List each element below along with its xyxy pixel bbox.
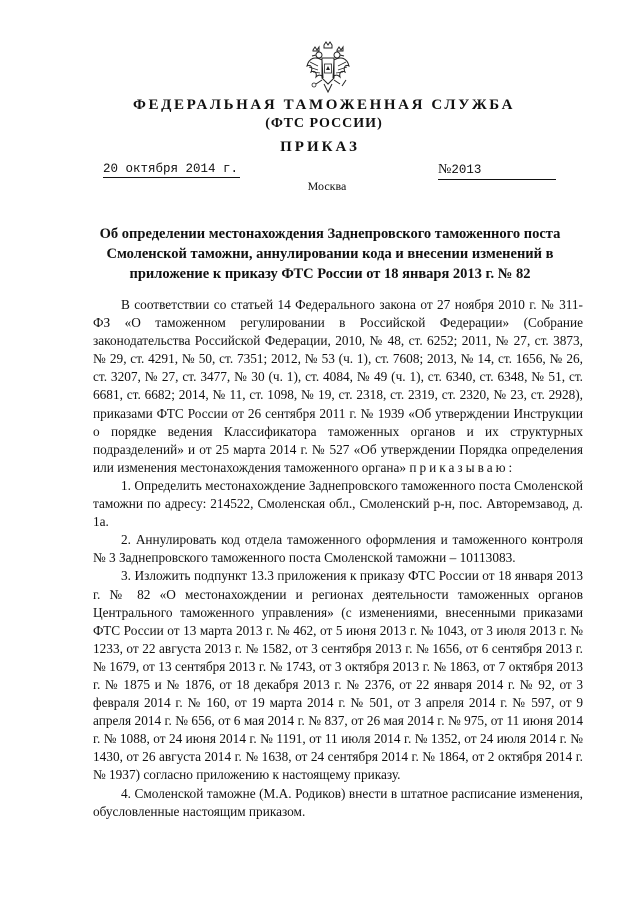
preamble-paragraph	[93, 296, 583, 477]
organization-name: ФЕДЕРАЛЬНАЯ ТАМОЖЕННАЯ СЛУЖБА	[132, 97, 516, 113]
issue-city: Москва	[307, 179, 347, 193]
number-sign: №	[438, 162, 452, 177]
preamble-text: В соответствии со статьей 14 Федерального закона от 27 ноября 2010 г. № 311-ФЗ «О таможенном регулировании в Российской Федерации» (Собрание законодательства Российской Федерации, 2010, № 48, ст. 6252; 2011, № 27, ст. 3873, № 29, ст. 4291, № 50, ст. 7351; 2012, № 53 (ч. 1), ст. 7608; 2013, № 14, ст. 1656, № 26, ст. 3207, № 27, ст. 3477, № 30 (ч. 1), ст. 4084, № 49 (ч. 1), ст. 6340, ст. 6348, № 51, ст. 6681, ст. 6682; 2014, № 11, ст. 1098, № 19, ст. 2318, ст. 2319, ст. 2320, № 23, ст. 2928), приказами ФТС России от 26 сентября 2011 г. № 1939 «Об утверждении Инструкции о порядке ведения Классификатора таможенных органов и их структурных подразделений» и от 25 марта 2014 г. № 527 «Об утверждении Порядка определения или изменения местонахождения таможенного органа»	[93, 297, 583, 475]
order-item-1: 1. Определить местонахождение Заднепровского таможенного поста Смоленской таможни по адресу: 214522, Смоленская обл., Смоленский р-н, пос. Авторемзавод, д. 1а.	[93, 477, 583, 530]
russian-coat-of-arms-icon	[305, 40, 351, 94]
order-date: 20 октября 2014 г.	[103, 162, 239, 176]
order-number-field	[438, 160, 556, 180]
order-item-4: 4. Смоленской таможне (М.А. Родиков) внести в штатное расписание изменения, обусловленные настоящим приказом.	[93, 785, 583, 819]
order-subject: Об определении местонахождения Заднепровского таможенного поста Смоленской таможни, аннулировании кода и внесении изменений в приложение к приказу ФТС России от 18 января 2013 г. № 82	[99, 226, 561, 282]
document-type-title: ПРИКАЗ	[280, 139, 360, 155]
order-number: 2013	[451, 163, 482, 177]
order-word: приказываю:	[409, 459, 516, 475]
order-item-2: 2. Аннулировать код отдела таможенного оформления и таможенного контроля № 3 Заднепровского таможенного поста Смоленской таможни – 10113083.	[93, 532, 583, 566]
order-item-3: 3. Изложить подпункт 13.3 приложения к приказу ФТС России от 18 января 2013 г. № 82 «О местонахождении и регионах деятельности таможенных органов Центрального таможенного управления» (с изменениями, внесенными приказами ФТС России от 13 марта 2013 г. № 462, от 5 июня 2013 г. № 1043, от 3 июля 2013 г. № 1233, от 22 августа 2013 г. № 1582, от 3 сентября 2013 г. № 1656, от 6 сентября 2013 г. № 1679, от 13 сентября 2013 г. № 1743, от 3 октября 2013 г. № 1863, от 7 октября 2013 г. № 1875 и № 1876, от 18 декабря 2013 г. № 2376, от 22 января 2014 г. № 92, от 3 февраля 2014 г. № 160, от 19 марта 2014 г. № 501, от 3 апреля 2014 г. № 597, от 9 апреля 2014 г. № 656, от 6 мая 2014 г. № 837, от 26 мая 2014 г. № 975, от 11 июня 2014 г. № 1088, от 24 июня 2014 г. № 1191, от 11 июля 2014 г. № 1352, от 24 июля 2014 г. № 1430, от 26 августа 2014 г. № 1638, от 24 сентября 2014 г. № 1864, от 2 октября 2014 г. № 1937) согласно приложению к настоящему приказу.	[93, 568, 583, 783]
organization-short-name: (ФТС РОССИИ)	[265, 116, 383, 131]
order-body	[93, 296, 583, 821]
